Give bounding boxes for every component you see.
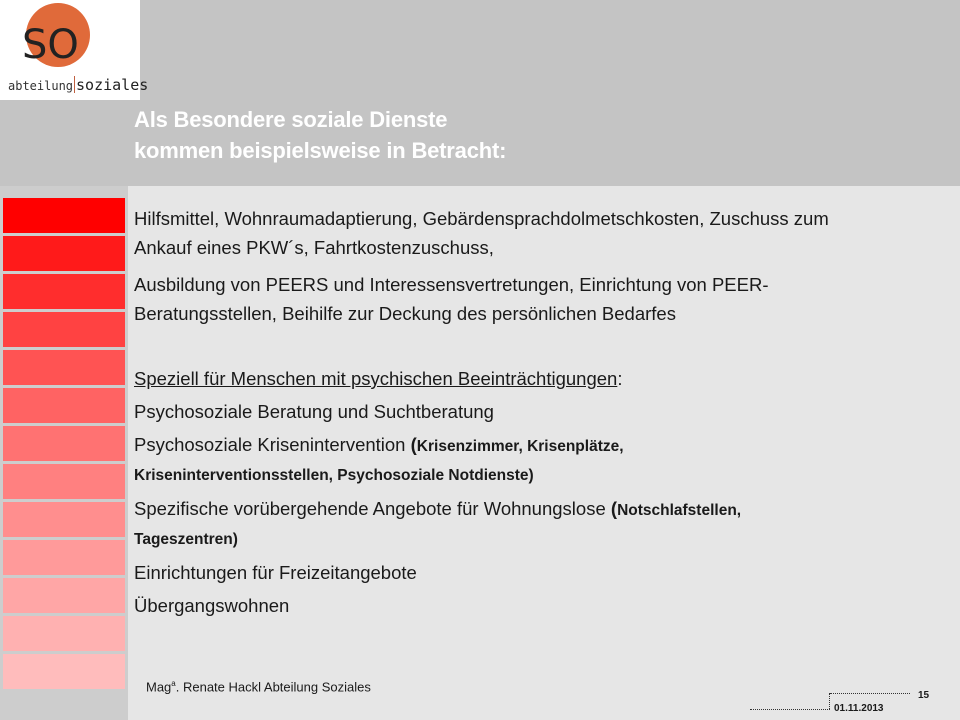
footer-date: 01.11.2013	[834, 703, 884, 714]
footer-author-sup: a	[171, 679, 176, 688]
paragraph-aids-line-2: Ankauf eines PKW´s, Fahrtkostenzuschuss,	[134, 237, 494, 258]
logo	[0, 0, 149, 100]
item-homeless-paren: (	[605, 498, 618, 519]
footer-dotted-line-bottom	[750, 709, 830, 710]
section-heading-text: Speziell für Menschen mit psychischen Beeinträchtigungen	[134, 368, 618, 389]
footer-author	[146, 679, 371, 694]
paragraph-aids	[134, 204, 934, 262]
footer-author-post: . Renate Hackl Abteilung Soziales	[175, 679, 371, 695]
section-heading-psychological	[134, 364, 934, 393]
gradient-tile	[3, 274, 125, 309]
item-crisis-detail-1: Krisenzimmer, Krisenplätze,	[416, 438, 624, 455]
paragraph-peers-line-1: Ausbildung von PEERS und Interessensvertretungen, Einrichtung von PEER-	[134, 274, 769, 295]
slide-title	[134, 104, 834, 166]
paragraph-peers	[134, 270, 934, 328]
item-crisis-detail-2: Kriseninterventionsstellen, Psychosoziale Notdienste)	[134, 467, 534, 484]
section-heading-colon: :	[617, 368, 623, 389]
gradient-tiles	[3, 198, 125, 692]
footer-dotted-line-top	[830, 693, 910, 694]
logo-wordmark	[8, 76, 148, 94]
item-crisis-paren: (	[405, 434, 417, 455]
item-crisis-text: Psychosoziale Krisenintervention	[134, 434, 406, 455]
item-crisis-intervention	[134, 430, 934, 490]
gradient-tile	[3, 426, 125, 461]
logo-word-left: abteilung	[8, 79, 74, 93]
page-number: 15	[918, 690, 930, 701]
gradient-tile	[3, 502, 125, 537]
gradient-tile	[3, 464, 125, 499]
logo-divider	[74, 76, 75, 93]
item-homeless-detail-1: Notschlafstellen,	[617, 502, 742, 519]
item-leisure: Einrichtungen für Freizeitangebote	[134, 562, 417, 583]
gradient-tile	[3, 654, 125, 689]
item-homeless-detail-2: Tageszentren)	[134, 531, 238, 548]
gradient-tile	[3, 350, 125, 385]
gradient-tile	[3, 236, 125, 271]
gradient-tile	[3, 312, 125, 347]
gradient-tile	[3, 578, 125, 613]
title-line-2: kommen beispielsweise in Betracht:	[134, 138, 507, 163]
gradient-tile	[3, 388, 125, 423]
gradient-tile	[3, 616, 125, 651]
title-line-1: Als Besondere soziale Dienste	[134, 107, 448, 132]
item-transitional-housing: Übergangswohnen	[134, 595, 290, 616]
gradient-tile	[3, 198, 125, 233]
logo-letters: SO	[22, 22, 79, 68]
item-counselling: Psychosoziale Beratung und Suchtberatung	[134, 401, 494, 422]
logo-word-right: soziales	[76, 76, 149, 94]
footer-author-pre: Mag	[146, 679, 172, 695]
paragraph-peers-line-2: Beratungsstellen, Beihilfe zur Deckung des persönlichen Bedarfes	[134, 303, 676, 324]
header-band-left	[0, 100, 140, 186]
item-homeless	[134, 494, 934, 554]
gradient-tile	[3, 540, 125, 575]
item-homeless-text: Spezifische vorübergehende Angebote für Wohnungslose	[134, 498, 606, 519]
paragraph-aids-line-1: Hilfsmittel, Wohnraumadaptierung, Gebärdensprachdolmetschkosten, Zuschuss zum	[134, 208, 829, 229]
slide-body	[134, 204, 934, 624]
footer-dotted-line-vertical	[829, 693, 830, 709]
